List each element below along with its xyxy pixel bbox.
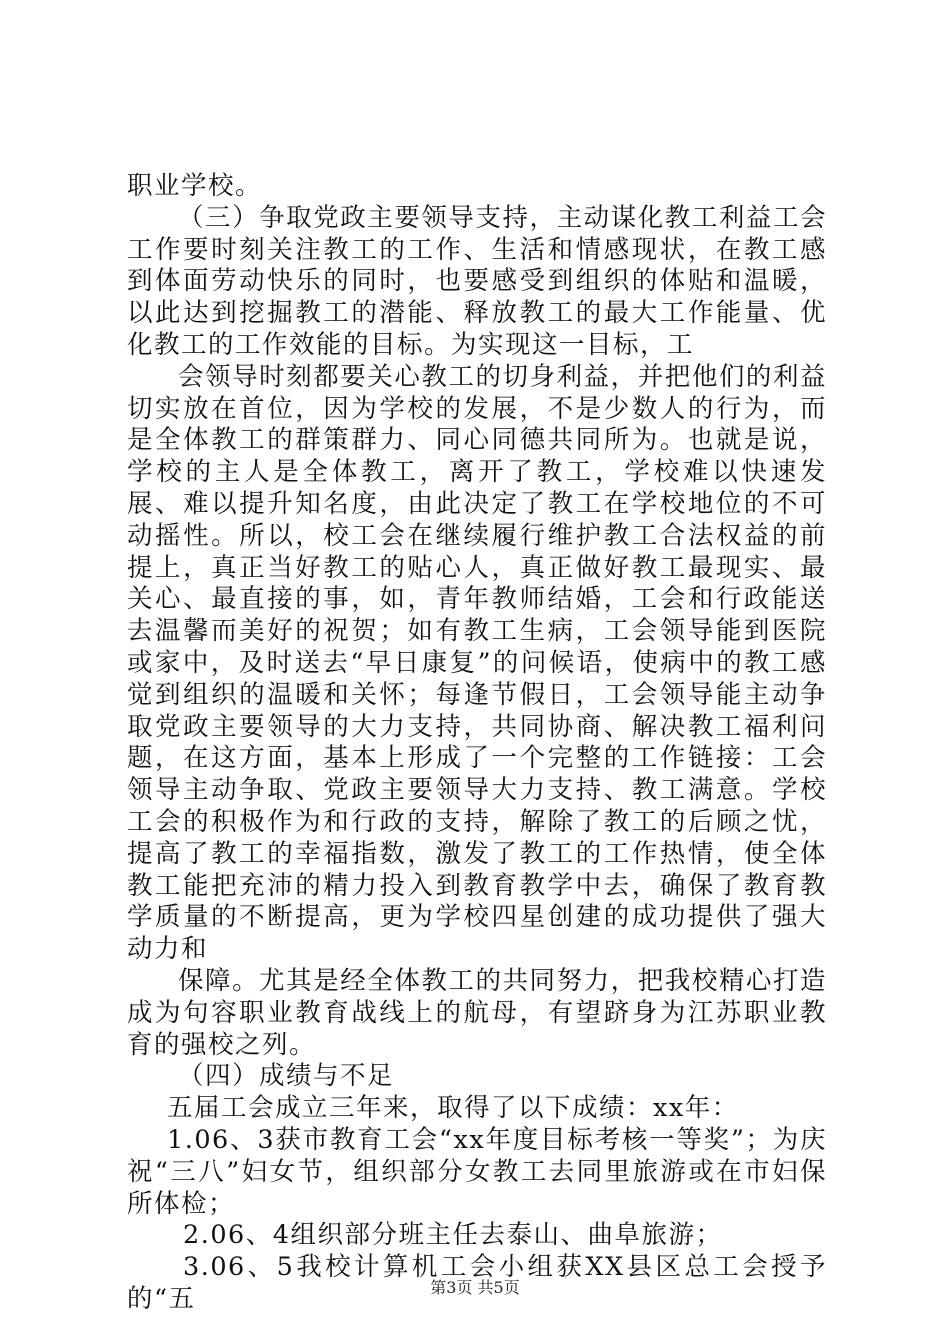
paragraph-union-leadership: 会领导时刻都要关心教工的切身利益，并把他们的利益切实放在首位，因为学校的发展，不是少数人的行为，而是全体教工的群策群力、同心同德共同所为。也就是说，学校的主人是全体教工，离开了教工，学校难以快速发展、难以提升知名度，由此决定了教工在学校地位的不可动摇性。所以，校工会在继续履行维护教工合法权益的前提上，真正当好教工的贴心人，真正做好教工最现实、最关心、最直接的事，如，青年教师结婚，工会和行政能送去温馨而美好的祝贺；如有教工生病，工会领导能到医院或家中，及时送去“早日康复”的问候语，使病中的教工感觉到组织的温暖和关怀；每逢节假日，工会领导能主动争取党政主要领导的大力支持，共同协商、解决教工福利问题，在这方面，基本上形成了一个完整的工作链接：工会领导主动争取、党政主要领导大力支持、教工满意。学校工会的积极作为和行政的支持，解除了教工的后顾之忧，提高了教工的幸福指数，激发了教工的工作热情，使全体教工能把充沛的精力投入到教育教学中去，确保了教育教学质量的不断提高，更为学校四星创建的成功提供了强大动力和 xyxy=(127,361,827,965)
document-body xyxy=(127,171,827,1316)
paragraph-section-three: （三）争取党政主要领导支持，主动谋化教工利益工会工作要时刻关注教工的工作、生活和情感现状，在教工感到体面劳动快乐的同时，也要感受到组织的体贴和温暖，以此达到挖掘教工的潜能、释放教工的最大工作能量、优化教工的工作效能的目标。为实现这一目标，工 xyxy=(127,202,827,360)
list-item-achievement-1: 1.06、3获市教育工会“xx年度目标考核一等奖”；为庆祝“三八”妇女节，组织部分女教工去同里旅游或在市妇保所体检； xyxy=(127,1124,827,1219)
paragraph-closing-line: 职业学校。 xyxy=(127,171,263,201)
paragraph-achievements-intro: 五届工会成立三年来，取得了以下成绩：xx年： xyxy=(167,1093,739,1124)
page-number-footer: 第3页 共5页 xyxy=(430,1278,520,1297)
list-item-achievement-3: 3.06、5我校计算机工会小组获XX县区总工会授予的“五 xyxy=(127,1252,827,1314)
paragraph-guarantee: 保障。尤其是经全体教工的共同努力，把我校精心打造成为句容职业教育战线上的航母，有望跻身为江苏职业教育的强校之列。 xyxy=(127,965,827,1060)
section-heading-achievements: （四）成绩与不足 xyxy=(178,1061,395,1092)
list-item-achievement-2: 2.06、4组织部分班主任去泰山、曲阜旅游； xyxy=(183,1220,723,1251)
